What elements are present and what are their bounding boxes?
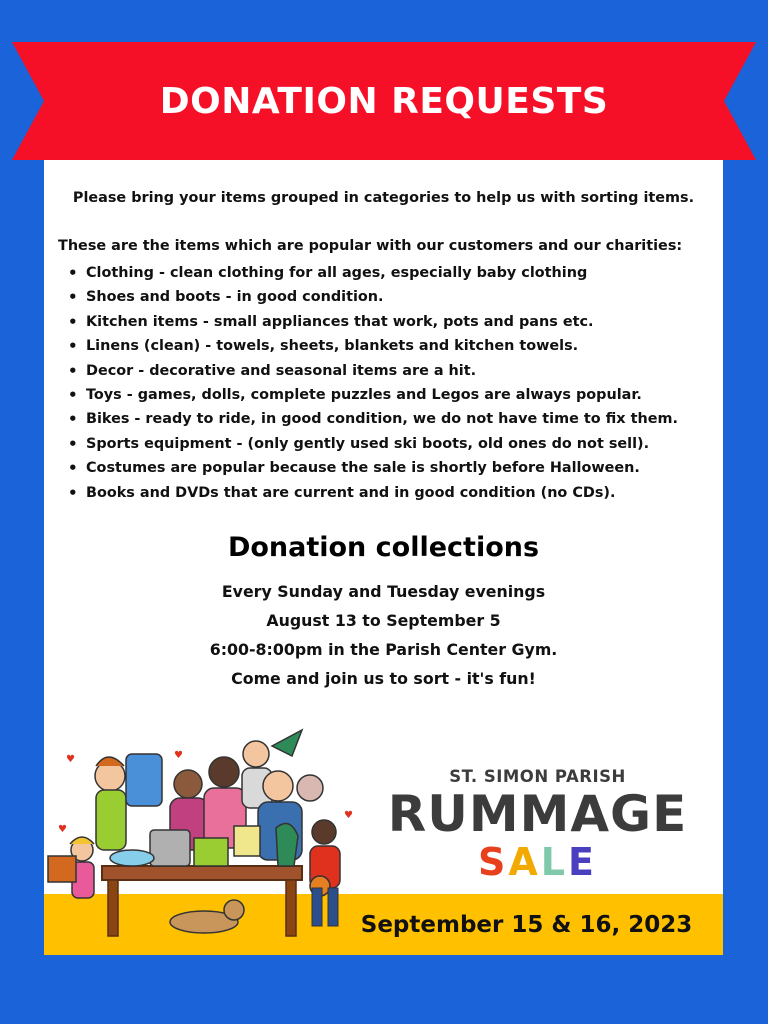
header-banner <box>0 42 768 160</box>
list-item: • Sports equipment - (only gently used ski boots, old ones do not sell). <box>64 433 720 457</box>
intro-text: Please bring your items grouped in categories to help us with sorting items. <box>72 190 695 206</box>
collections-line: 6:00-8:00pm in the Parish Center Gym. <box>209 640 558 659</box>
svg-text:♥: ♥ <box>58 824 67 835</box>
collections-line: Every Sunday and Tuesday evenings <box>221 582 546 601</box>
page-title: DONATION REQUESTS <box>159 80 609 122</box>
parish-name: ST. SIMON PARISH <box>449 767 626 786</box>
sale-letter: S <box>478 840 509 884</box>
items-heading: These are the items which are popular with our customers and our charities: <box>58 238 683 254</box>
list-item: • Toys - games, dolls, complete puzzles and Legos are always popular. <box>64 384 720 408</box>
sale-date: September 15 & 16, 2023 <box>360 911 693 938</box>
list-item: • Costumes are popular because the sale is shortly before Halloween. <box>64 457 720 481</box>
sale-letter: E <box>568 840 597 884</box>
collections-line: Come and join us to sort - it's fun! <box>231 669 536 688</box>
item-list <box>64 262 720 506</box>
list-item: • Kitchen items - small appliances that work, pots and pans etc. <box>64 311 720 335</box>
sale-word <box>360 840 715 884</box>
collections-title: Donation collections <box>227 532 540 563</box>
list-item: • Books and DVDs that are current and in good condition (no CDs). <box>64 482 720 506</box>
rummage-illustration <box>44 726 364 946</box>
collections-line: August 13 to September 5 <box>266 611 501 630</box>
list-item: • Decor - decorative and seasonal items are a hit. <box>64 360 720 384</box>
svg-text:♥: ♥ <box>66 754 75 765</box>
rummage-word: RUMMAGE <box>387 785 688 843</box>
list-item: • Linens (clean) - towels, sheets, blankets and kitchen towels. <box>64 335 720 359</box>
svg-text:♥: ♥ <box>174 750 183 761</box>
sale-letter: A <box>508 840 541 884</box>
collections-details <box>44 577 723 693</box>
list-item: • Bikes - ready to ride, in good condition, we do not have time to fix them. <box>64 408 720 432</box>
sale-letter: L <box>540 840 569 884</box>
list-item: • Shoes and boots - in good condition. <box>64 286 720 310</box>
svg-text:♥: ♥ <box>344 810 353 821</box>
list-item: • Clothing - clean clothing for all ages, especially baby clothing <box>64 262 720 286</box>
